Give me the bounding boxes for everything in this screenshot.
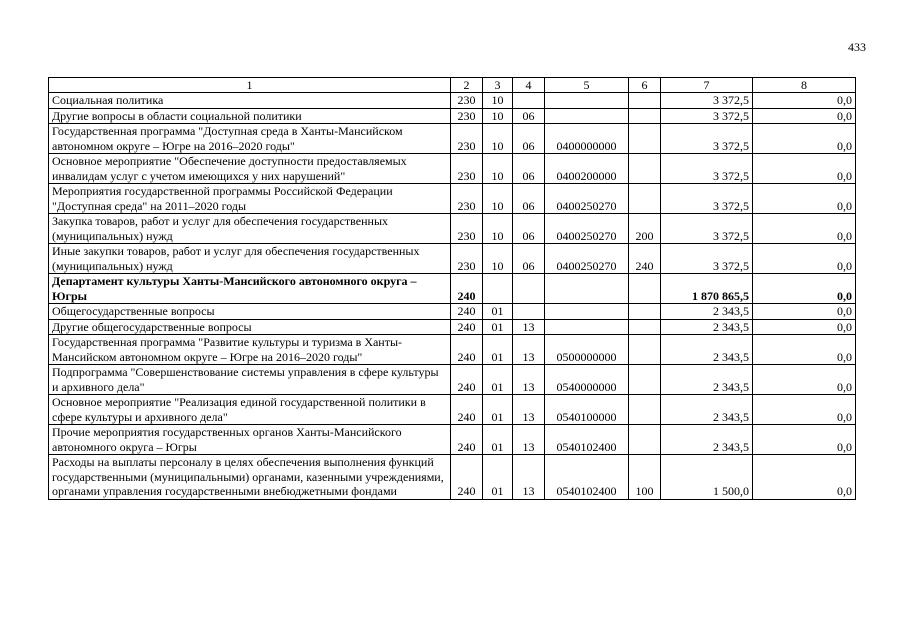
amount-extra-cell: 0,0: [753, 274, 856, 304]
subsection-cell: 06: [513, 214, 545, 244]
amount-cell: 3 372,5: [661, 244, 753, 274]
expense-type-cell: [629, 304, 661, 320]
amount-extra-cell: 0,0: [753, 93, 856, 109]
item-name-cell: Другие вопросы в области социальной политики: [49, 108, 451, 124]
amount-cell: 3 372,5: [661, 154, 753, 184]
column-header: 3: [483, 78, 513, 93]
item-name-cell: Основное мероприятие "Реализация единой государственной политики в сфере культуры и архивного дела": [49, 395, 451, 425]
column-header: 5: [545, 78, 629, 93]
code-cell: 240: [451, 395, 483, 425]
section-cell: 01: [483, 335, 513, 365]
column-header: 8: [753, 78, 856, 93]
amount-extra-cell: 0,0: [753, 395, 856, 425]
expense-type-cell: [629, 154, 661, 184]
amount-extra-cell: 0,0: [753, 425, 856, 455]
expense-type-cell: 240: [629, 244, 661, 274]
target-article-cell: [545, 108, 629, 124]
code-cell: 240: [451, 365, 483, 395]
expense-type-cell: [629, 108, 661, 124]
target-article-cell: 0500000000: [545, 335, 629, 365]
amount-extra-cell: 0,0: [753, 184, 856, 214]
item-name-cell: Расходы на выплаты персоналу в целях обеспечения выполнения функций государственными (муниципальными) органами, казенными учреждениями, органами управления государственными внебюджетными фондами: [49, 455, 451, 500]
expense-type-cell: [629, 319, 661, 335]
expense-type-cell: [629, 365, 661, 395]
expense-type-cell: [629, 184, 661, 214]
subsection-cell: 06: [513, 108, 545, 124]
expense-type-cell: [629, 335, 661, 365]
amount-cell: 1 500,0: [661, 455, 753, 500]
amount-extra-cell: 0,0: [753, 455, 856, 500]
amount-cell: 2 343,5: [661, 304, 753, 320]
amount-extra-cell: 0,0: [753, 244, 856, 274]
item-name-cell: Общегосударственные вопросы: [49, 304, 451, 320]
section-cell: 01: [483, 319, 513, 335]
amount-extra-cell: 0,0: [753, 108, 856, 124]
item-name-cell: Основное мероприятие "Обеспечение доступности предоставляемых инвалидам услуг с учетом имеющихся у них нарушений": [49, 154, 451, 184]
code-cell: 230: [451, 214, 483, 244]
table-row: [49, 124, 856, 154]
item-name-cell: Социальная политика: [49, 93, 451, 109]
target-article-cell: 0400250270: [545, 244, 629, 274]
code-cell: 240: [451, 455, 483, 500]
subsection-cell: 06: [513, 154, 545, 184]
section-cell: 01: [483, 395, 513, 425]
amount-cell: 2 343,5: [661, 319, 753, 335]
subsection-cell: 13: [513, 335, 545, 365]
section-cell: 01: [483, 425, 513, 455]
amount-cell: 3 372,5: [661, 214, 753, 244]
page-number: 433: [848, 40, 866, 54]
table-row: [49, 365, 856, 395]
subsection-cell: 13: [513, 365, 545, 395]
item-name-cell: Иные закупки товаров, работ и услуг для обеспечения государственных (муниципальных) нужд: [49, 244, 451, 274]
table-row: [49, 335, 856, 365]
code-cell: 230: [451, 93, 483, 109]
section-cell: 10: [483, 214, 513, 244]
target-article-cell: 0540102400: [545, 455, 629, 500]
target-article-cell: [545, 319, 629, 335]
section-cell: [483, 274, 513, 304]
table-row: [49, 425, 856, 455]
column-header: 7: [661, 78, 753, 93]
table-row: [49, 244, 856, 274]
target-article-cell: 0540102400: [545, 425, 629, 455]
amount-cell: 1 870 865,5: [661, 274, 753, 304]
item-name-cell: Мероприятия государственной программы Российской Федерации "Доступная среда" на 2011–2020 годы: [49, 184, 451, 214]
target-article-cell: 0540100000: [545, 395, 629, 425]
item-name-cell: Подпрограмма "Совершенствование системы управления в сфере культуры и архивного дела": [49, 365, 451, 395]
code-cell: 230: [451, 184, 483, 214]
item-name-cell: Закупка товаров, работ и услуг для обеспечения государственных (муниципальных) нужд: [49, 214, 451, 244]
expense-type-cell: 200: [629, 214, 661, 244]
table-row: [49, 93, 856, 109]
code-cell: 240: [451, 274, 483, 304]
table-row: [49, 319, 856, 335]
section-cell: 01: [483, 304, 513, 320]
subsection-cell: [513, 93, 545, 109]
amount-extra-cell: 0,0: [753, 335, 856, 365]
amount-cell: 3 372,5: [661, 124, 753, 154]
code-cell: 240: [451, 304, 483, 320]
table-row: [49, 455, 856, 500]
amount-cell: 2 343,5: [661, 335, 753, 365]
amount-cell: 3 372,5: [661, 108, 753, 124]
code-cell: 230: [451, 244, 483, 274]
subsection-cell: [513, 274, 545, 304]
item-name-cell: Другие общегосударственные вопросы: [49, 319, 451, 335]
expense-type-cell: 100: [629, 455, 661, 500]
budget-table: [48, 77, 856, 500]
table-header-row: [49, 78, 856, 93]
subsection-cell: 06: [513, 244, 545, 274]
amount-cell: 2 343,5: [661, 365, 753, 395]
table-row: [49, 274, 856, 304]
subsection-cell: 13: [513, 319, 545, 335]
amount-cell: 3 372,5: [661, 184, 753, 214]
code-cell: 230: [451, 154, 483, 184]
expense-type-cell: [629, 395, 661, 425]
subsection-cell: 13: [513, 455, 545, 500]
expense-type-cell: [629, 274, 661, 304]
item-name-cell: Прочие мероприятия государственных органов Ханты-Мансийского автономного округа – Югры: [49, 425, 451, 455]
table-row: [49, 184, 856, 214]
item-name-cell: Департамент культуры Ханты-Мансийского автономного округа – Югры: [49, 274, 451, 304]
amount-extra-cell: 0,0: [753, 124, 856, 154]
column-header: 1: [49, 78, 451, 93]
amount-cell: 3 372,5: [661, 93, 753, 109]
section-cell: 10: [483, 124, 513, 154]
amount-cell: 2 343,5: [661, 395, 753, 425]
target-article-cell: 0400200000: [545, 154, 629, 184]
table-row: [49, 214, 856, 244]
section-cell: 01: [483, 365, 513, 395]
section-cell: 10: [483, 93, 513, 109]
item-name-cell: Государственная программа "Развитие культуры и туризма в Ханты-Мансийском автономном округе – Югре на 2016–2020 годы": [49, 335, 451, 365]
table-row: [49, 154, 856, 184]
amount-cell: 2 343,5: [661, 425, 753, 455]
code-cell: 240: [451, 319, 483, 335]
amount-extra-cell: 0,0: [753, 154, 856, 184]
amount-extra-cell: 0,0: [753, 214, 856, 244]
subsection-cell: 13: [513, 425, 545, 455]
expense-type-cell: [629, 124, 661, 154]
expense-type-cell: [629, 93, 661, 109]
table-row: [49, 108, 856, 124]
target-article-cell: 0400000000: [545, 124, 629, 154]
amount-extra-cell: 0,0: [753, 304, 856, 320]
subsection-cell: [513, 304, 545, 320]
subsection-cell: 13: [513, 395, 545, 425]
expense-type-cell: [629, 425, 661, 455]
section-cell: 10: [483, 154, 513, 184]
subsection-cell: 06: [513, 184, 545, 214]
table-row: [49, 395, 856, 425]
column-header: 2: [451, 78, 483, 93]
target-article-cell: [545, 274, 629, 304]
amount-extra-cell: 0,0: [753, 365, 856, 395]
target-article-cell: 0400250270: [545, 214, 629, 244]
section-cell: 10: [483, 184, 513, 214]
target-article-cell: 0400250270: [545, 184, 629, 214]
section-cell: 10: [483, 108, 513, 124]
amount-extra-cell: 0,0: [753, 319, 856, 335]
code-cell: 240: [451, 335, 483, 365]
column-header: 6: [629, 78, 661, 93]
target-article-cell: 0540000000: [545, 365, 629, 395]
section-cell: 01: [483, 455, 513, 500]
target-article-cell: [545, 304, 629, 320]
code-cell: 230: [451, 124, 483, 154]
subsection-cell: 06: [513, 124, 545, 154]
code-cell: 240: [451, 425, 483, 455]
table-row: [49, 304, 856, 320]
column-header: 4: [513, 78, 545, 93]
section-cell: 10: [483, 244, 513, 274]
code-cell: 230: [451, 108, 483, 124]
item-name-cell: Государственная программа "Доступная среда в Ханты-Мансийском автономном округе – Югре на 2016–2020 годы": [49, 124, 451, 154]
target-article-cell: [545, 93, 629, 109]
